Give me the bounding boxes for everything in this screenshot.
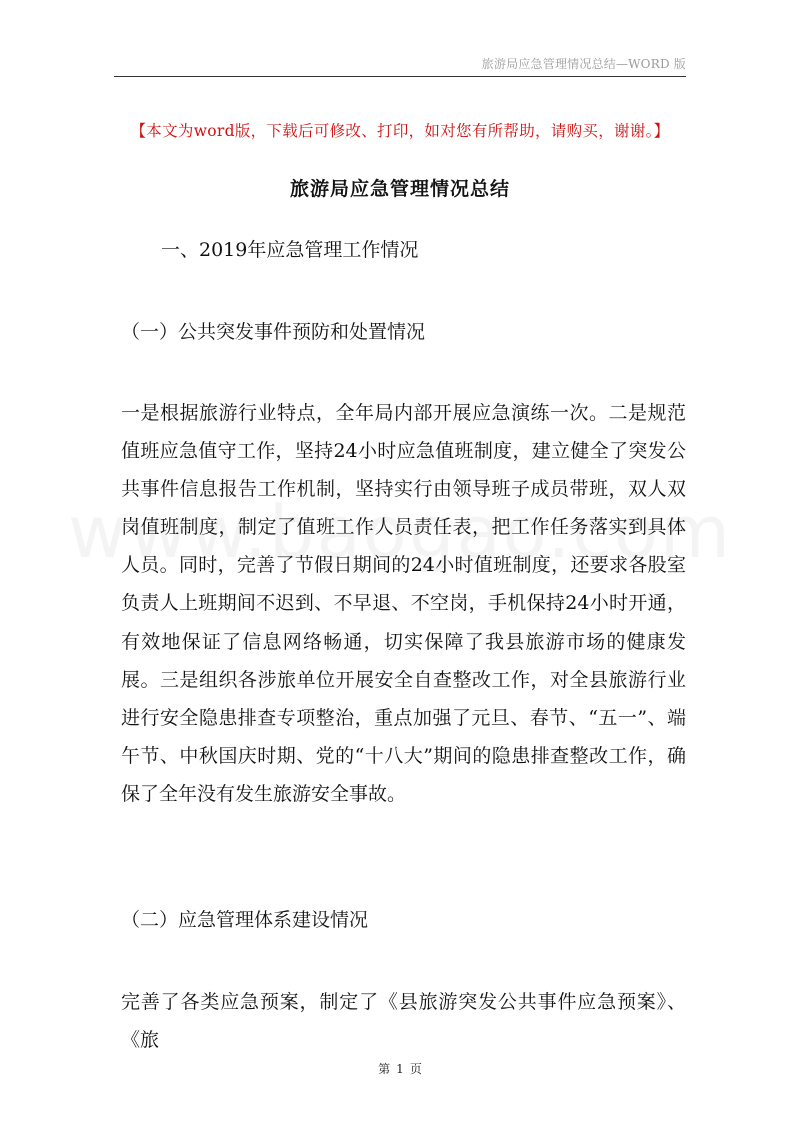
paragraph-body: 完善了各类应急预案，制定了《县旅游突发公共事件应急预案》、《旅 xyxy=(121,991,686,1052)
document-title: 旅游局应急管理情况总结 xyxy=(289,178,510,200)
paragraph-body: 一是根据旅游行业特点，全年局内部开展应急演练一次。二是规范值班应急值守工作，坚持24小时应急值班制度，建立健全了突发公共事件信息报告工作机制，坚持实行由领导班子成员带班，双人双岗值班制度，制定了值班工作人员责任表，把工作任务落实到具体人员。同时，完善了节假日期间的24小时值班制度，还要求各股室负责人上班期间不迟到、不早退、不空岗，手机保持24小时开通，有效地保证了信息网络畅通，切实保障了我县旅游市场的健康发展。三是组织各涉旅单位开展安全自查整改工作，对全县旅游行业进行安全隐患排查专项整治，重点加强了元旦、春节、“五一”、端午节、中秋国庆时期、党的“十八大”期间的隐患排查整改工作，确保了全年没有发生旅游安全事故。 xyxy=(121,402,686,805)
page-number: 1 xyxy=(396,1062,404,1076)
page-footer xyxy=(0,1060,800,1077)
subsection-heading: （二）应急管理体系建设情况 xyxy=(121,909,369,931)
subsection-heading: （一）公共突发事件预防和处置情况 xyxy=(121,321,426,343)
section-heading: 一、2019年应急管理工作情况 xyxy=(161,239,419,261)
footer-suffix: 页 xyxy=(409,1062,422,1076)
footer-prefix: 第 xyxy=(378,1062,391,1076)
header-divider xyxy=(114,76,686,77)
running-header: 旅游局应急管理情况总结—WORD 版 xyxy=(481,57,686,71)
download-notice: 【本文为word版，下载后可修改、打印，如对您有所帮助，请购买，谢谢。】 xyxy=(130,122,670,140)
